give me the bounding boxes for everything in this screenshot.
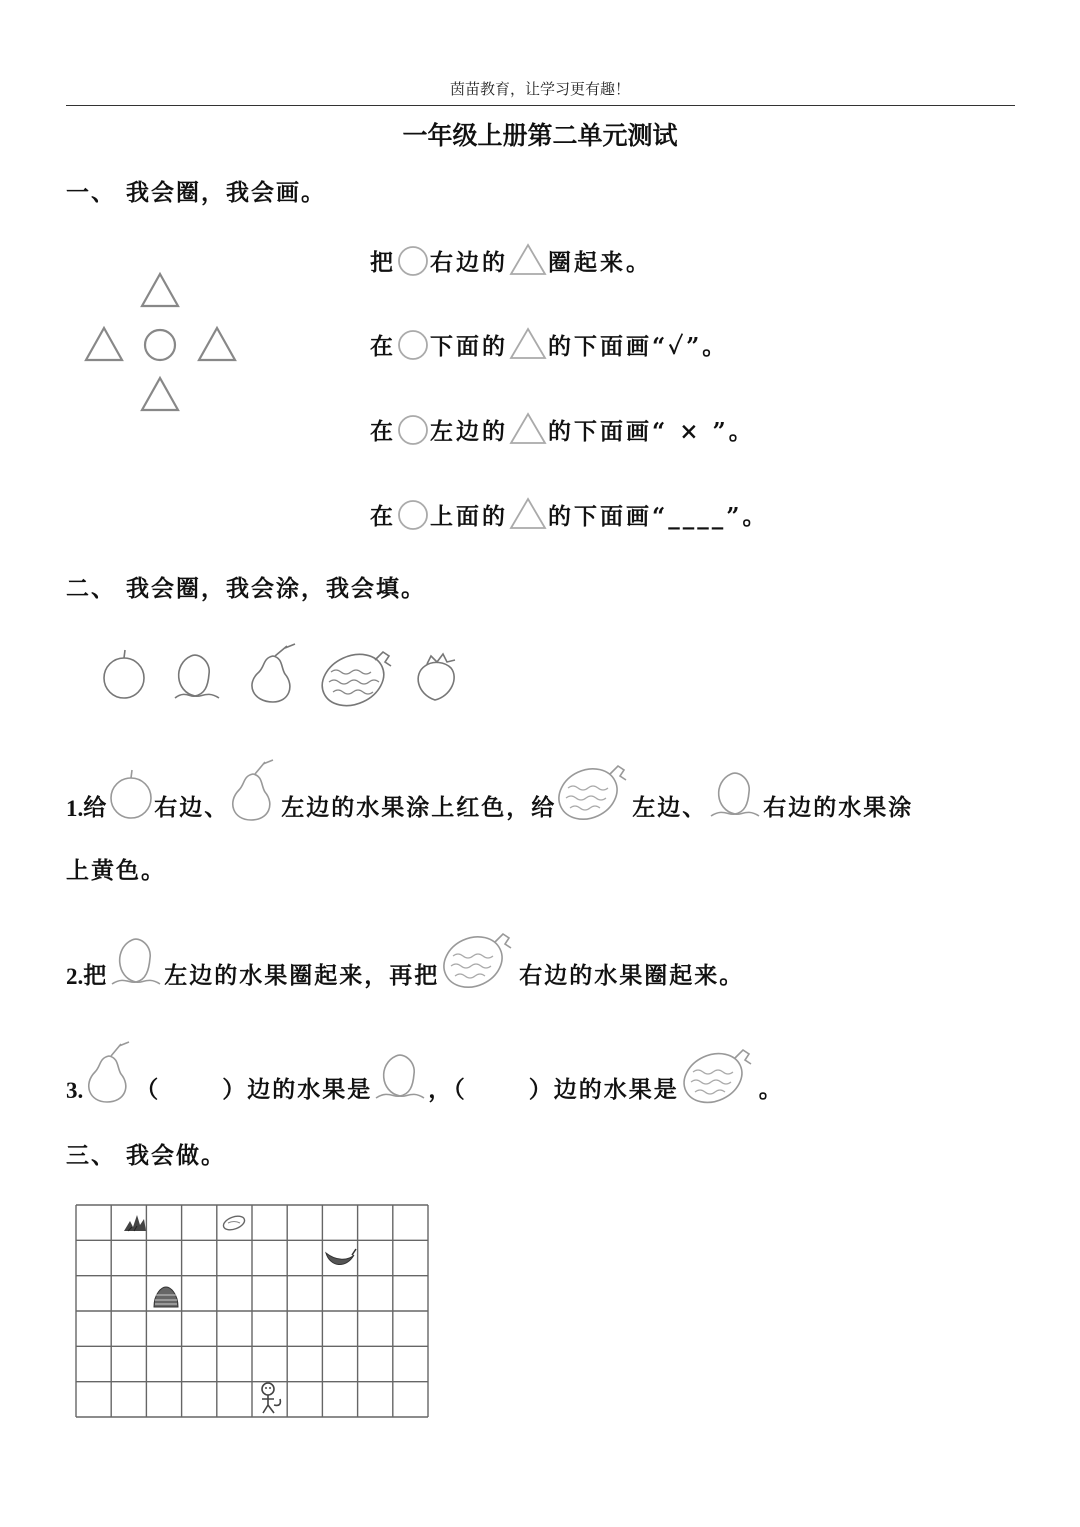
instruction-text: 的下面画“✓”。 (548, 333, 729, 360)
question-text: 把 (83, 962, 109, 989)
peach-icon (372, 1042, 428, 1104)
pear-icon (83, 1038, 135, 1104)
question-number: 3. (66, 1078, 84, 1103)
peanut-icon (222, 1214, 247, 1233)
question-text: 左边的水果圈起来，再把 (164, 962, 440, 989)
peach-icon (108, 926, 164, 990)
triangle-top-icon (142, 274, 178, 306)
question-number: 2. (66, 964, 84, 989)
question-text: （ (135, 1076, 161, 1103)
page-title: 一年级上册第二单元测试 (402, 121, 678, 150)
question-number: 1. (66, 796, 84, 821)
question-text: ，（ (428, 1076, 467, 1103)
monkey-icon (262, 1383, 280, 1413)
position-grid (74, 1203, 430, 1419)
section-2-heading: 二、 我会圈，我会涂，我会填。 (66, 575, 427, 602)
instruction-1 (370, 243, 652, 277)
question-text: 右边、 (154, 794, 230, 821)
section-1-heading: 一、 我会圈，我会画。 (66, 179, 327, 206)
apple-icon (108, 762, 154, 822)
circle-icon (396, 412, 430, 446)
question-text: 给 (83, 794, 109, 821)
circle-icon (396, 243, 430, 277)
watermelon-icon (314, 645, 392, 716)
triangle-left-icon (86, 328, 122, 360)
banana-icon (326, 1249, 356, 1265)
strawberry-icon (418, 654, 455, 700)
beehive-icon (154, 1287, 178, 1307)
triangle-icon (508, 327, 548, 361)
watermelon-icon (556, 754, 632, 822)
instruction-text: 的下面画“____”。 (548, 503, 769, 530)
triangle-icon (508, 497, 548, 531)
instruction-text: 圈起来。 (548, 249, 652, 276)
watermelon-icon (679, 1038, 759, 1104)
instruction-2 (370, 327, 728, 361)
pear-icon (252, 644, 295, 702)
shape-arrangement (78, 268, 248, 418)
instruction-text: 右边的 (430, 249, 508, 276)
apple-icon (104, 650, 144, 698)
question-text: ）边的水果是 (222, 1076, 373, 1103)
peach-icon (175, 655, 219, 698)
section-3-heading: 三、 我会做。 (66, 1142, 227, 1169)
peach-icon (707, 760, 763, 822)
triangle-right-icon (199, 328, 235, 360)
instruction-text: 在 (370, 503, 396, 530)
circle-icon (396, 497, 430, 531)
instruction-text: 左边的 (430, 418, 508, 445)
pineapple-icon (124, 1215, 146, 1231)
instruction-3 (370, 412, 755, 446)
triangle-icon (508, 243, 548, 277)
instruction-4 (370, 497, 768, 531)
instruction-text: 的下面画“ × ”。 (548, 418, 755, 445)
question-text: 右边的水果涂 (763, 794, 914, 821)
header-divider (66, 105, 1015, 106)
page-header-text: 茵苗教育，让学习更有趣！ (449, 80, 630, 98)
instruction-text: 在 (370, 333, 396, 360)
instruction-text: 在 (370, 418, 396, 445)
watermelon-icon (439, 920, 519, 990)
instruction-text: 把 (370, 249, 396, 276)
question-1-continued: 上黄色。 (66, 857, 166, 884)
question-text: ）边的水果是 (528, 1076, 679, 1103)
question-text: 左边的水果涂上红色，给 (281, 794, 557, 821)
question-text: 右边的水果圈起来。 (519, 962, 745, 989)
question-3 (66, 1036, 784, 1104)
question-text: 。 (758, 1076, 784, 1103)
question-1 (66, 752, 913, 822)
triangle-icon (508, 412, 548, 446)
circle-icon (396, 327, 430, 361)
instruction-text: 下面的 (430, 333, 508, 360)
pear-icon (229, 756, 281, 822)
question-2 (66, 920, 744, 990)
fruit-row (95, 640, 475, 715)
instruction-text: 上面的 (430, 503, 508, 530)
question-text: 左边、 (632, 794, 708, 821)
circle-center-icon (145, 330, 175, 360)
triangle-bottom-icon (142, 378, 178, 410)
